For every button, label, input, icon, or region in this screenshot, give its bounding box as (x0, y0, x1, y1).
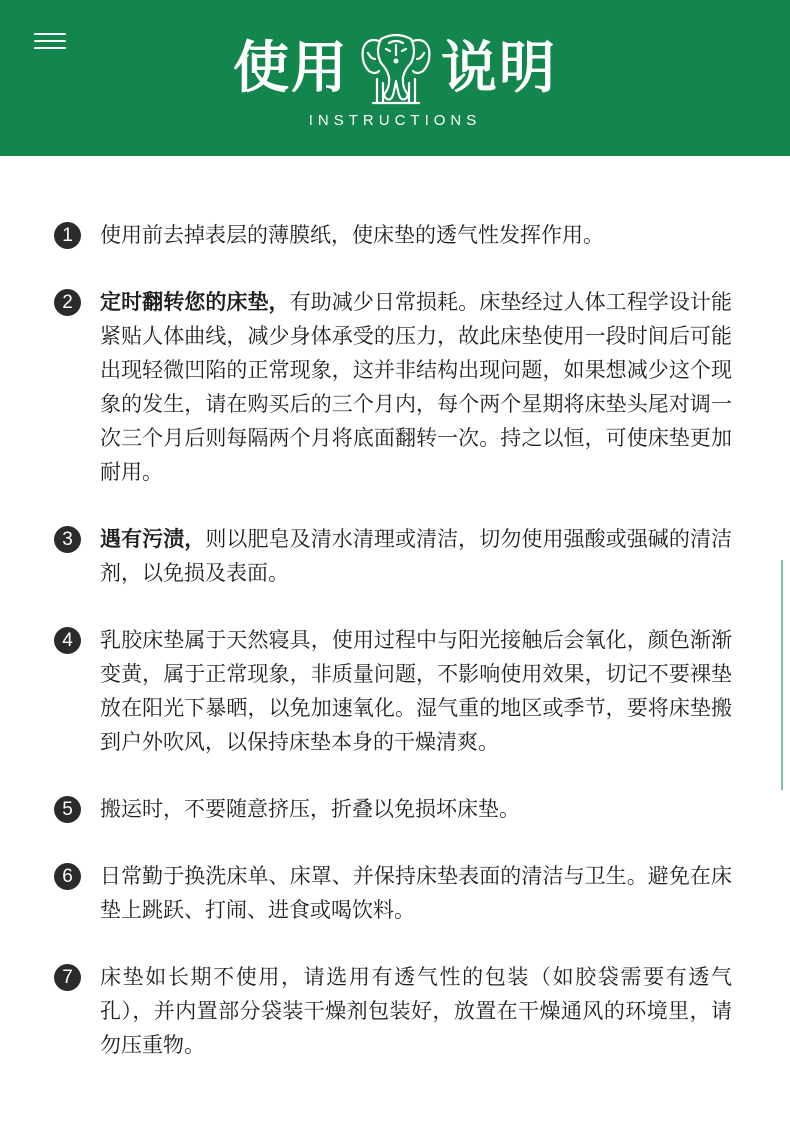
instruction-list (0, 218, 790, 1095)
subtitle: INSTRUCTIONS (308, 112, 482, 129)
item-body: 床垫如长期不使用，请选用有透气性的包装（如胶袋需要有透气孔），并内置部分袋装干燥剂包装好，放置在干燥通风的环境里，请勿压重物。 (100, 965, 732, 1057)
number-badge: 5 (54, 796, 81, 823)
item-text (100, 960, 732, 1062)
elephant-emblem-icon (359, 31, 433, 107)
list-item (0, 218, 790, 252)
page-title (0, 30, 790, 108)
header-banner (0, 0, 790, 156)
item-text (100, 285, 732, 489)
item-text (100, 522, 732, 590)
title-right: 说明 (441, 36, 557, 101)
list-item (0, 859, 790, 927)
list-item (0, 522, 790, 590)
number-badge: 1 (54, 222, 81, 249)
number-badge: 4 (54, 627, 81, 654)
item-body: 有助减少日常损耗。床垫经过人体工程学设计能紧贴人体曲线，减少身体承受的压力，故此床垫使用一段时间后可能出现轻微凹陷的正常现象，这并非结构出现问题，如果想减少这个现象的发生，请在购买后的三个月内，每个两个星期将床垫头尾对调一次三个月后则每隔两个月将底面翻转一次。持之以恒，可使床垫更加耐用。 (100, 290, 733, 484)
item-body: 则以肥皂及清水清理或清洁，切勿使用强酸或强碱的清洁剂，以免损及表面。 (100, 527, 733, 585)
list-item (0, 623, 790, 759)
number-badge: 6 (54, 863, 81, 890)
item-bold-lead: 遇有污渍， (100, 527, 206, 551)
item-text (100, 792, 732, 826)
item-body: 乳胶床垫属于天然寝具，使用过程中与阳光接触后会氧化，颜色渐渐变黄，属于正常现象，非质量问题，不影响使用效果，切记不要裸垫放在阳光下暴晒，以免加速氧化。湿气重的地区或季节，要将床垫搬到户外吹风，以保持床垫本身的干燥清爽。 (100, 628, 732, 754)
item-body: 使用前去掉表层的薄膜纸，使床垫的透气性发挥作用。 (100, 223, 604, 247)
number-badge: 3 (54, 526, 81, 553)
number-badge: 2 (54, 289, 81, 316)
list-item (0, 285, 790, 489)
item-body: 日常勤于换洗床单、床罩、并保持床垫表面的清洁与卫生。避免在床垫上跳跃、打闹、进食或喝饮料。 (100, 864, 732, 922)
list-item (0, 792, 790, 826)
item-text (100, 218, 732, 252)
item-text (100, 859, 732, 927)
title-left: 使用 (233, 36, 349, 101)
list-item (0, 960, 790, 1062)
number-badge: 7 (54, 964, 81, 991)
item-bold-lead: 定时翻转您的床垫， (100, 290, 290, 314)
item-text (100, 623, 732, 759)
item-body: 搬运时，不要随意挤压，折叠以免损坏床垫。 (100, 797, 520, 821)
